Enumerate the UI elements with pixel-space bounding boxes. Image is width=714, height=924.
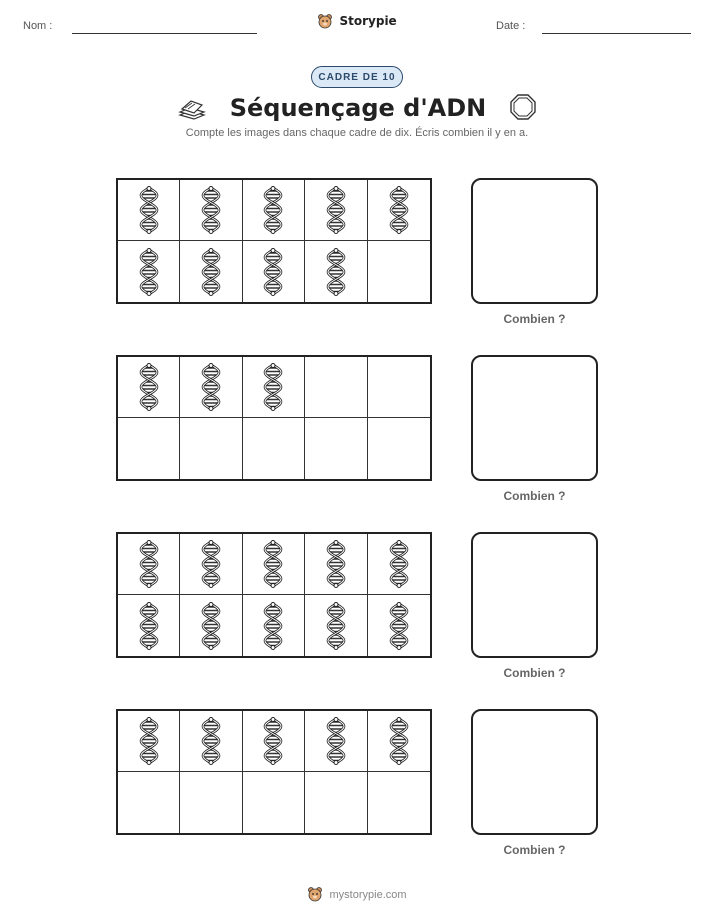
dna-icon: [387, 186, 411, 234]
dna-icon: [199, 602, 223, 650]
ten-frame-cell: [305, 772, 367, 833]
ten-frame-cell: [118, 241, 180, 302]
ten-frame-cell: [368, 357, 430, 418]
bear-logo-icon: [307, 886, 323, 902]
ten-frame-cell: [243, 357, 305, 418]
dna-icon: [261, 248, 285, 296]
dna-icon: [387, 602, 411, 650]
dna-icon: [137, 540, 161, 588]
ten-frame-cell: [180, 711, 242, 772]
instructions: Compte les images dans chaque cadre de dix. Écris combien il y en a.: [185, 127, 529, 139]
ten-frame: [116, 178, 432, 304]
answer-box[interactable]: [471, 709, 598, 835]
dna-icon: [199, 248, 223, 296]
dna-icon: [261, 602, 285, 650]
brand: [0, 13, 714, 29]
dna-icon: [199, 186, 223, 234]
ten-frame-cell: [180, 772, 242, 833]
ten-frame-cell: [305, 241, 367, 302]
name-field-line[interactable]: [72, 33, 257, 34]
date-field-line[interactable]: [542, 33, 691, 34]
ten-frame-cell: [180, 241, 242, 302]
ten-frame-cell: [118, 772, 180, 833]
ten-frame-cell: [180, 357, 242, 418]
ten-frame-cell: [118, 711, 180, 772]
ten-frame: [116, 709, 432, 835]
ten-frame-cell: [305, 534, 367, 595]
book-icon: [177, 97, 207, 121]
ten-frame-cell: [118, 418, 180, 479]
dna-icon: [324, 248, 348, 296]
ten-frame-cell: [368, 180, 430, 241]
ten-frame-cell: [243, 595, 305, 656]
dna-icon: [324, 186, 348, 234]
answer-label: Combien ?: [503, 666, 566, 680]
ten-frame-cell: [243, 772, 305, 833]
ten-frame-cell: [118, 180, 180, 241]
ten-frame-cell: [118, 534, 180, 595]
dna-icon: [199, 540, 223, 588]
dna-icon: [137, 717, 161, 765]
ten-frame: [116, 532, 432, 658]
ten-frame-cell: [243, 180, 305, 241]
date-label: Date :: [496, 20, 526, 32]
ten-frame-cell: [305, 357, 367, 418]
dna-icon: [387, 717, 411, 765]
ten-frame-cell: [243, 534, 305, 595]
dna-icon: [324, 540, 348, 588]
title-text: Séquençage d'ADN: [229, 94, 487, 122]
footer-url: mystorypie.com: [329, 889, 407, 901]
ten-frame-cell: [368, 418, 430, 479]
answer-label: Combien ?: [503, 489, 566, 503]
answer-box[interactable]: [471, 532, 598, 658]
ten-frame-cell: [180, 534, 242, 595]
ten-frame-cell: [180, 418, 242, 479]
ten-frame-cell: [305, 595, 367, 656]
ten-frame-cell: [305, 418, 367, 479]
dna-icon: [199, 363, 223, 411]
answer-box[interactable]: [471, 178, 598, 304]
ten-frame-cell: [368, 595, 430, 656]
ten-frame-cell: [118, 595, 180, 656]
dna-icon: [261, 717, 285, 765]
ten-frame-cell: [243, 711, 305, 772]
dna-icon: [137, 186, 161, 234]
dna-icon: [324, 717, 348, 765]
ten-frame-cell: [305, 711, 367, 772]
dna-icon: [137, 602, 161, 650]
dna-icon: [324, 602, 348, 650]
dna-icon: [137, 363, 161, 411]
ten-frame-cell: [368, 772, 430, 833]
bear-logo-icon: [317, 13, 333, 29]
ten-frame-cell: [368, 534, 430, 595]
ten-frame: [116, 355, 432, 481]
name-label: Nom :: [23, 20, 53, 32]
page-header: [0, 0, 714, 60]
category-badge: CADRE DE 10: [311, 66, 403, 88]
footer: [0, 886, 714, 902]
dna-icon: [261, 540, 285, 588]
dna-icon: [387, 540, 411, 588]
dna-icon: [261, 363, 285, 411]
ten-frame-cell: [243, 418, 305, 479]
brand-name: Storypie: [339, 14, 397, 28]
dna-icon: [199, 717, 223, 765]
answer-box[interactable]: [471, 355, 598, 481]
ten-frame-cell: [118, 357, 180, 418]
ten-frame-cell: [368, 711, 430, 772]
answer-label: Combien ?: [503, 312, 566, 326]
ten-frame-cell: [180, 180, 242, 241]
ten-frame-cell: [368, 241, 430, 302]
octagon-icon: [509, 93, 537, 121]
ten-frame-cell: [243, 241, 305, 302]
ten-frame-cell: [180, 595, 242, 656]
dna-icon: [137, 248, 161, 296]
ten-frame-cell: [305, 180, 367, 241]
answer-label: Combien ?: [503, 843, 566, 857]
page-title: [0, 92, 714, 124]
dna-icon: [261, 186, 285, 234]
